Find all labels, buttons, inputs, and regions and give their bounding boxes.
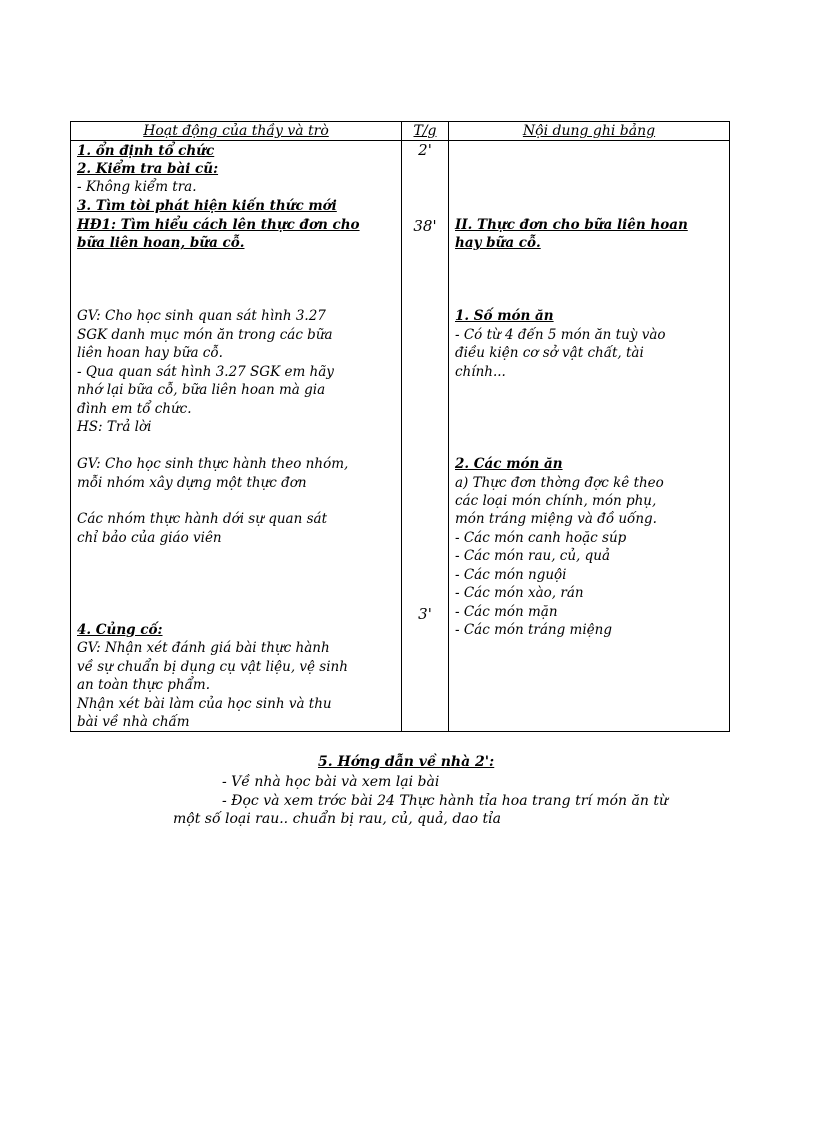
left-line: 1. ổn định tổ chức [77,143,215,159]
right-line: món tráng miệng và đồ uống. [455,511,657,527]
homework-title: 5. Hớng dẫn về nhà 2': [318,754,495,770]
time-value: 3' [418,605,432,623]
left-line: bữa liên hoan, bữa cỗ. [77,235,245,251]
left-line: liên hoan hay bữa cỗ. [77,345,223,361]
right-line: II. Thực đơn cho bữa liên hoan [455,217,688,233]
time-cell [402,141,449,732]
left-line: Các nhóm thực hành dới sự quan sát [77,511,327,527]
left-line: - Không kiểm tra. [77,179,197,195]
time-value: 2' [418,141,432,159]
board-content-cell [449,141,730,732]
left-line: GV: Nhận xét đánh giá bài thực hành [77,640,330,656]
homework-line: - Về nhà học bài và xem lại bài [222,774,440,790]
left-line: về sự chuẩn bị dụng cụ vật liệu, vệ sinh [77,659,348,675]
right-line: - Các món nguội [455,567,567,583]
table-header-row [71,122,730,141]
right-line: 1. Số món ăn [455,308,554,324]
right-line: a) Thực đơn thờng đợc kê theo [455,475,664,491]
left-line: nhớ lại bữa cỗ, bữa liên hoan mà gia [77,382,326,398]
left-line: 4. Củng cố: [77,622,163,638]
header-time: T/g [402,122,449,141]
left-line: SGK danh mục món ăn trong các bữa [77,327,333,343]
left-line: an toàn thực phẩm. [77,677,210,693]
right-line: - Các món mặn [455,604,558,620]
left-line: GV: Cho học sinh thực hành theo nhóm, [77,456,349,472]
left-line: - Qua quan sát hình 3.27 SGK em hãy [77,364,334,380]
right-line: các loại món chính, món phụ, [455,493,657,509]
lesson-table [70,121,730,732]
right-line: - Các món canh hoặc súp [455,530,627,546]
left-line: đình em tổ chức. [77,401,192,417]
header-activities: Hoạt động của thầy và trò [71,122,402,141]
time-value: 38' [413,217,437,235]
table-body-row [71,141,730,732]
right-line: chính... [455,364,506,380]
homework-line: một số loại rau.. chuẩn bị rau, củ, quả, dao tỉa [173,811,501,827]
right-line: điều kiện cơ sở vật chất, tài [455,345,644,361]
left-line: Nhận xét bài làm của học sinh và thu [77,696,332,712]
homework-line: - Đọc và xem trớc bài 24 Thực hành tỉa hoa trang trí món ăn từ [222,793,668,809]
right-line: - Có từ 4 đến 5 món ăn tuỳ vào [455,327,666,343]
left-line: mỗi nhóm xây dựng một thực đơn [77,475,307,491]
activities-cell [71,141,402,732]
right-line: hay bữa cỗ. [455,235,541,251]
right-line: - Các món rau, củ, quả [455,548,610,564]
left-line: HS: Trả lời [77,419,152,435]
left-line: chỉ bảo của giáo viên [77,530,222,546]
header-board-content: Nội dung ghi bảng [449,122,730,141]
right-line: - Các món xào, rán [455,585,584,601]
left-line: bài về nhà chấm [77,714,190,730]
left-line: HĐ1: Tìm hiểu cách lên thực đơn cho [77,217,360,233]
right-line: - Các món tráng miệng [455,622,612,638]
left-line: GV: Cho học sinh quan sát hình 3.27 [77,308,326,324]
left-line: 2. Kiểm tra bài cũ: [77,161,219,177]
right-line: 2. Các món ăn [455,456,563,472]
left-line: 3. Tìm tòi phát hiện kiến thức mới [77,198,337,214]
